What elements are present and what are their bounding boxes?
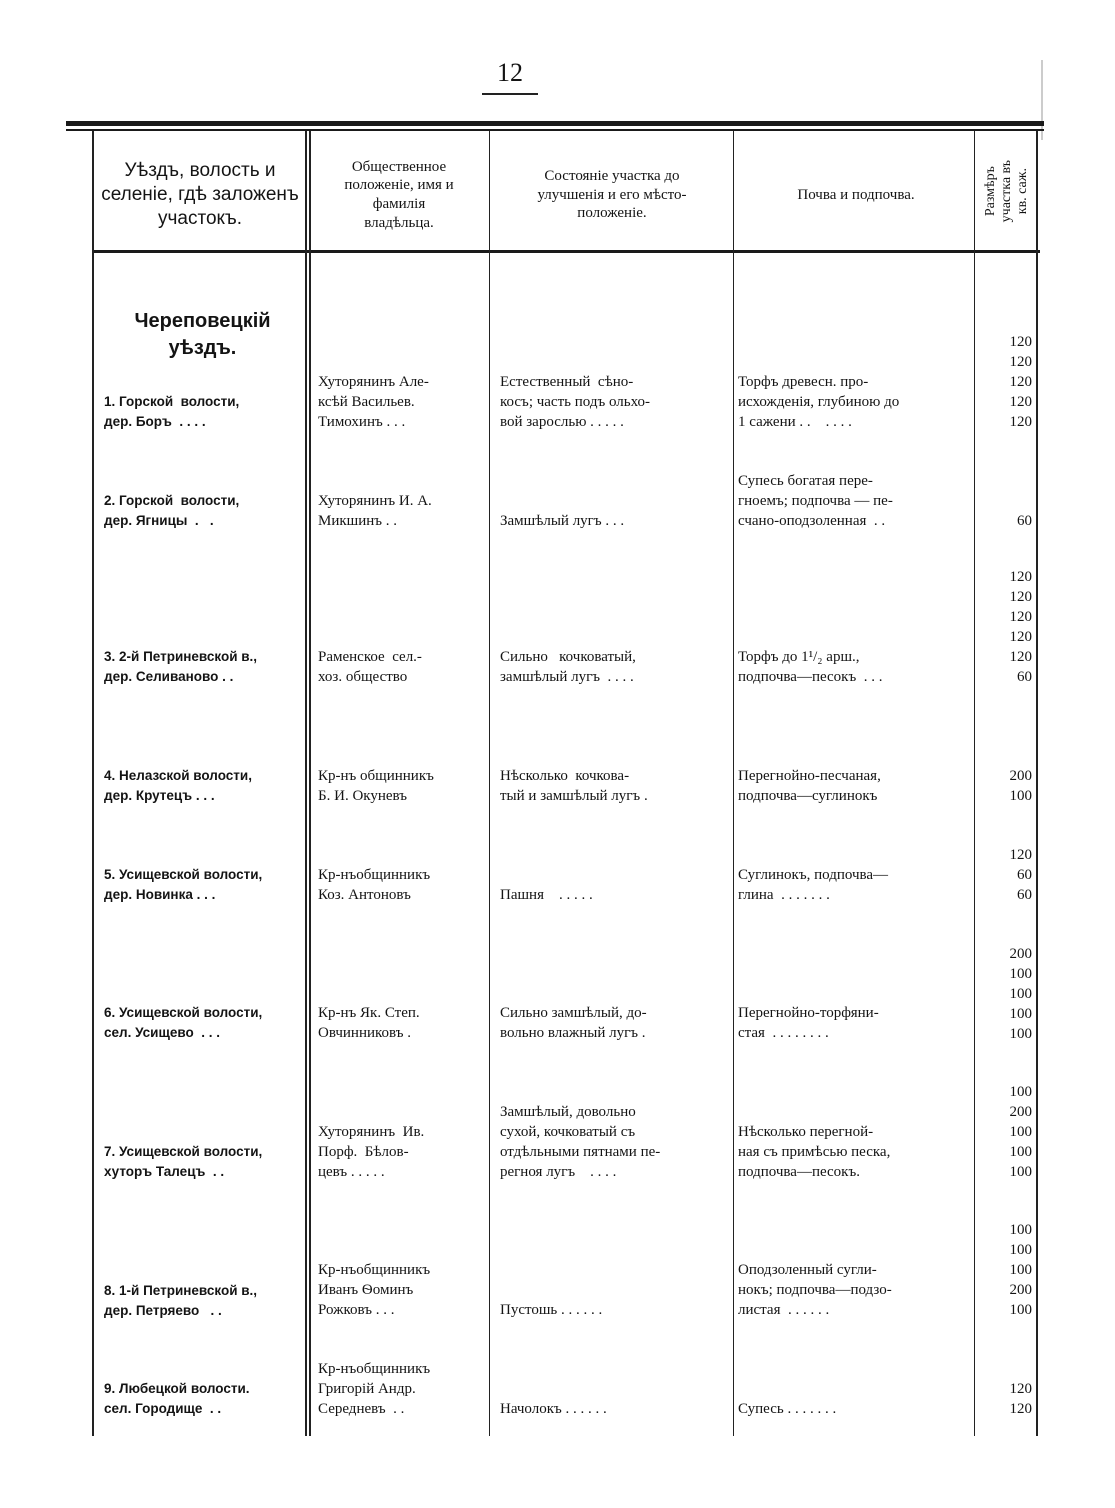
row-7-condition: Замшѣлый, довольно сухой, кочковатый съ отдѣльными пятнами пе- регноя лугъ . . . . xyxy=(500,1104,661,1180)
row-9-owner: Кр-нъобщинникъ Григорій Андр. Середневъ . . xyxy=(318,1361,431,1417)
row-8-owner: Кр-нъобщинникъ Иванъ Ѳоминъ Рожковъ . . . xyxy=(318,1262,431,1318)
row-2-soil: Супесь богатая пере- гноемъ; подпочва — пе- счано-оподзоленная . . xyxy=(738,473,893,529)
row-8-condition: Пустошь . . . . . . xyxy=(500,1302,603,1318)
row-9-condition: Начолокъ . . . . . . xyxy=(500,1401,607,1417)
row-5-district: 5. Усищевской волости, дер. Новинка . . . xyxy=(104,867,263,902)
column-line-left xyxy=(92,131,94,1436)
row-1-district: 1. Горской волости, дер. Боръ . . . . xyxy=(104,394,240,429)
row-1-size: 120 120 120 120 120 xyxy=(1009,334,1032,430)
row-5-condition: Пашня . . . . . xyxy=(500,887,593,903)
row-6-owner: Кр-нъ Як. Степ. Овчинниковъ . xyxy=(318,1005,420,1041)
row-7-owner: Хуторянинъ Ив. Порф. Бѣлов- цевъ . . . . . xyxy=(318,1124,425,1180)
row-4-size: 200 100 xyxy=(1009,768,1032,804)
row-6-condition: Сильно замшѣлый, до- вольно влажный лугъ . xyxy=(500,1005,647,1041)
row-8-district: 8. 1-й Петриневской в., дер. Петряево . . xyxy=(104,1283,258,1318)
row-1-owner: Хуторянинъ Але- ксѣй Васильев. Тимохинъ . . . xyxy=(318,374,429,430)
row-4-owner: Кр-нъ общинникъ Б. И. Окуневъ xyxy=(318,768,434,804)
row-8-size: 100 100 100 200 100 xyxy=(1009,1222,1032,1318)
table-top-rule xyxy=(66,121,1044,126)
table-top-rule-thin xyxy=(66,129,1044,131)
header-size: Размѣръ участка въ кв. саж. xyxy=(982,159,1031,223)
header-owner: Общественное положеніе, имя и фамилія владѣльца. xyxy=(344,158,454,231)
row-2-district: 2. Горской волости, дер. Ягницы . . xyxy=(104,493,240,528)
row-9-size: 120 120 xyxy=(1009,1381,1032,1417)
row-8-soil: Оподзоленный сугли- нокъ; подпочва—подзо- листая . . . . . . xyxy=(738,1262,892,1318)
row-4-condition: Нѣсколько кочкова- тый и замшѣлый лугъ . xyxy=(500,768,648,804)
row-7-soil: Нѣсколько перегной- ная съ примѣсью песка, подпочва—песокъ. xyxy=(738,1124,891,1180)
row-2-condition: Замшѣлый лугъ . . . xyxy=(500,513,625,529)
row-1-soil: Торфъ древесн. про- исхожденія, глубиною до 1 сажени . . . . . . xyxy=(738,374,900,430)
column-line-right xyxy=(1036,131,1038,1436)
header-condition: Состояніе участка до улучшенія и его мѣсто- положеніе. xyxy=(537,167,687,222)
row-7-district: 7. Усищевской волости, хуторъ Талецъ . . xyxy=(104,1144,263,1179)
row-6-district: 6. Усищевской волости, сел. Усищево . . . xyxy=(104,1005,263,1040)
row-5-soil: Суглинокъ, подпочва— глина . . . . . . . xyxy=(738,867,889,903)
header-soil: Почва и подпочва. xyxy=(797,186,915,203)
row-3-condition: Сильно кочковатый, замшѣлый лугъ . . . . xyxy=(500,649,636,685)
row-6-size: 200 100 100 100 100 xyxy=(1009,946,1032,1042)
scan-edge-mark xyxy=(1041,60,1043,140)
header-bottom-rule xyxy=(92,250,1040,253)
row-3-size: 120 120 120 120 120 60 xyxy=(1009,569,1032,685)
row-6-soil: Перегнойно-торфяни- стая . . . . . . . . xyxy=(738,1005,879,1041)
row-4-soil: Перегнойно-песчаная, подпочва—суглинокъ xyxy=(738,768,881,804)
uezd-title: Череповецкій уѣздъ. xyxy=(134,310,271,359)
row-2-owner: Хуторянинъ И. А. Микшинъ . . xyxy=(318,493,432,529)
row-3-soil: Торфъ до 1¹/₂ арш., подпочва—песокъ . . . xyxy=(738,649,883,685)
row-9-soil: Супесь . . . . . . . xyxy=(738,1401,837,1417)
page-number-underline xyxy=(482,93,538,95)
row-1-condition: Естественный сѣно- косъ; часть подъ ольхо- вой зарослью . . . . . xyxy=(500,374,651,430)
column-line-2 xyxy=(489,131,490,1436)
column-line-1b xyxy=(309,131,311,1436)
row-9-district: 9. Любецкой волости. сел. Городище . . xyxy=(104,1381,250,1416)
row-3-owner: Раменское сел.- хоз. общество xyxy=(318,649,422,685)
column-line-3 xyxy=(733,131,734,1436)
row-4-district: 4. Нелазской волости, дер. Крутецъ . . . xyxy=(104,768,252,803)
header-district: Уѣздъ, волость и селеніе, гдѣ заложенъ участокъ. xyxy=(101,160,299,229)
page-number: 12 xyxy=(497,58,523,87)
row-2-size: 60 xyxy=(1017,513,1032,529)
row-7-size: 100 200 100 100 100 xyxy=(1009,1084,1032,1180)
row-5-owner: Кр-нъобщинникъ Коз. Антоновъ xyxy=(318,867,431,903)
column-line-4 xyxy=(974,131,975,1436)
row-3-district: 3. 2-й Петриневской в., дер. Селиваново . . xyxy=(104,649,258,684)
column-line-1 xyxy=(305,131,307,1436)
row-5-size: 120 60 60 xyxy=(1009,847,1032,903)
